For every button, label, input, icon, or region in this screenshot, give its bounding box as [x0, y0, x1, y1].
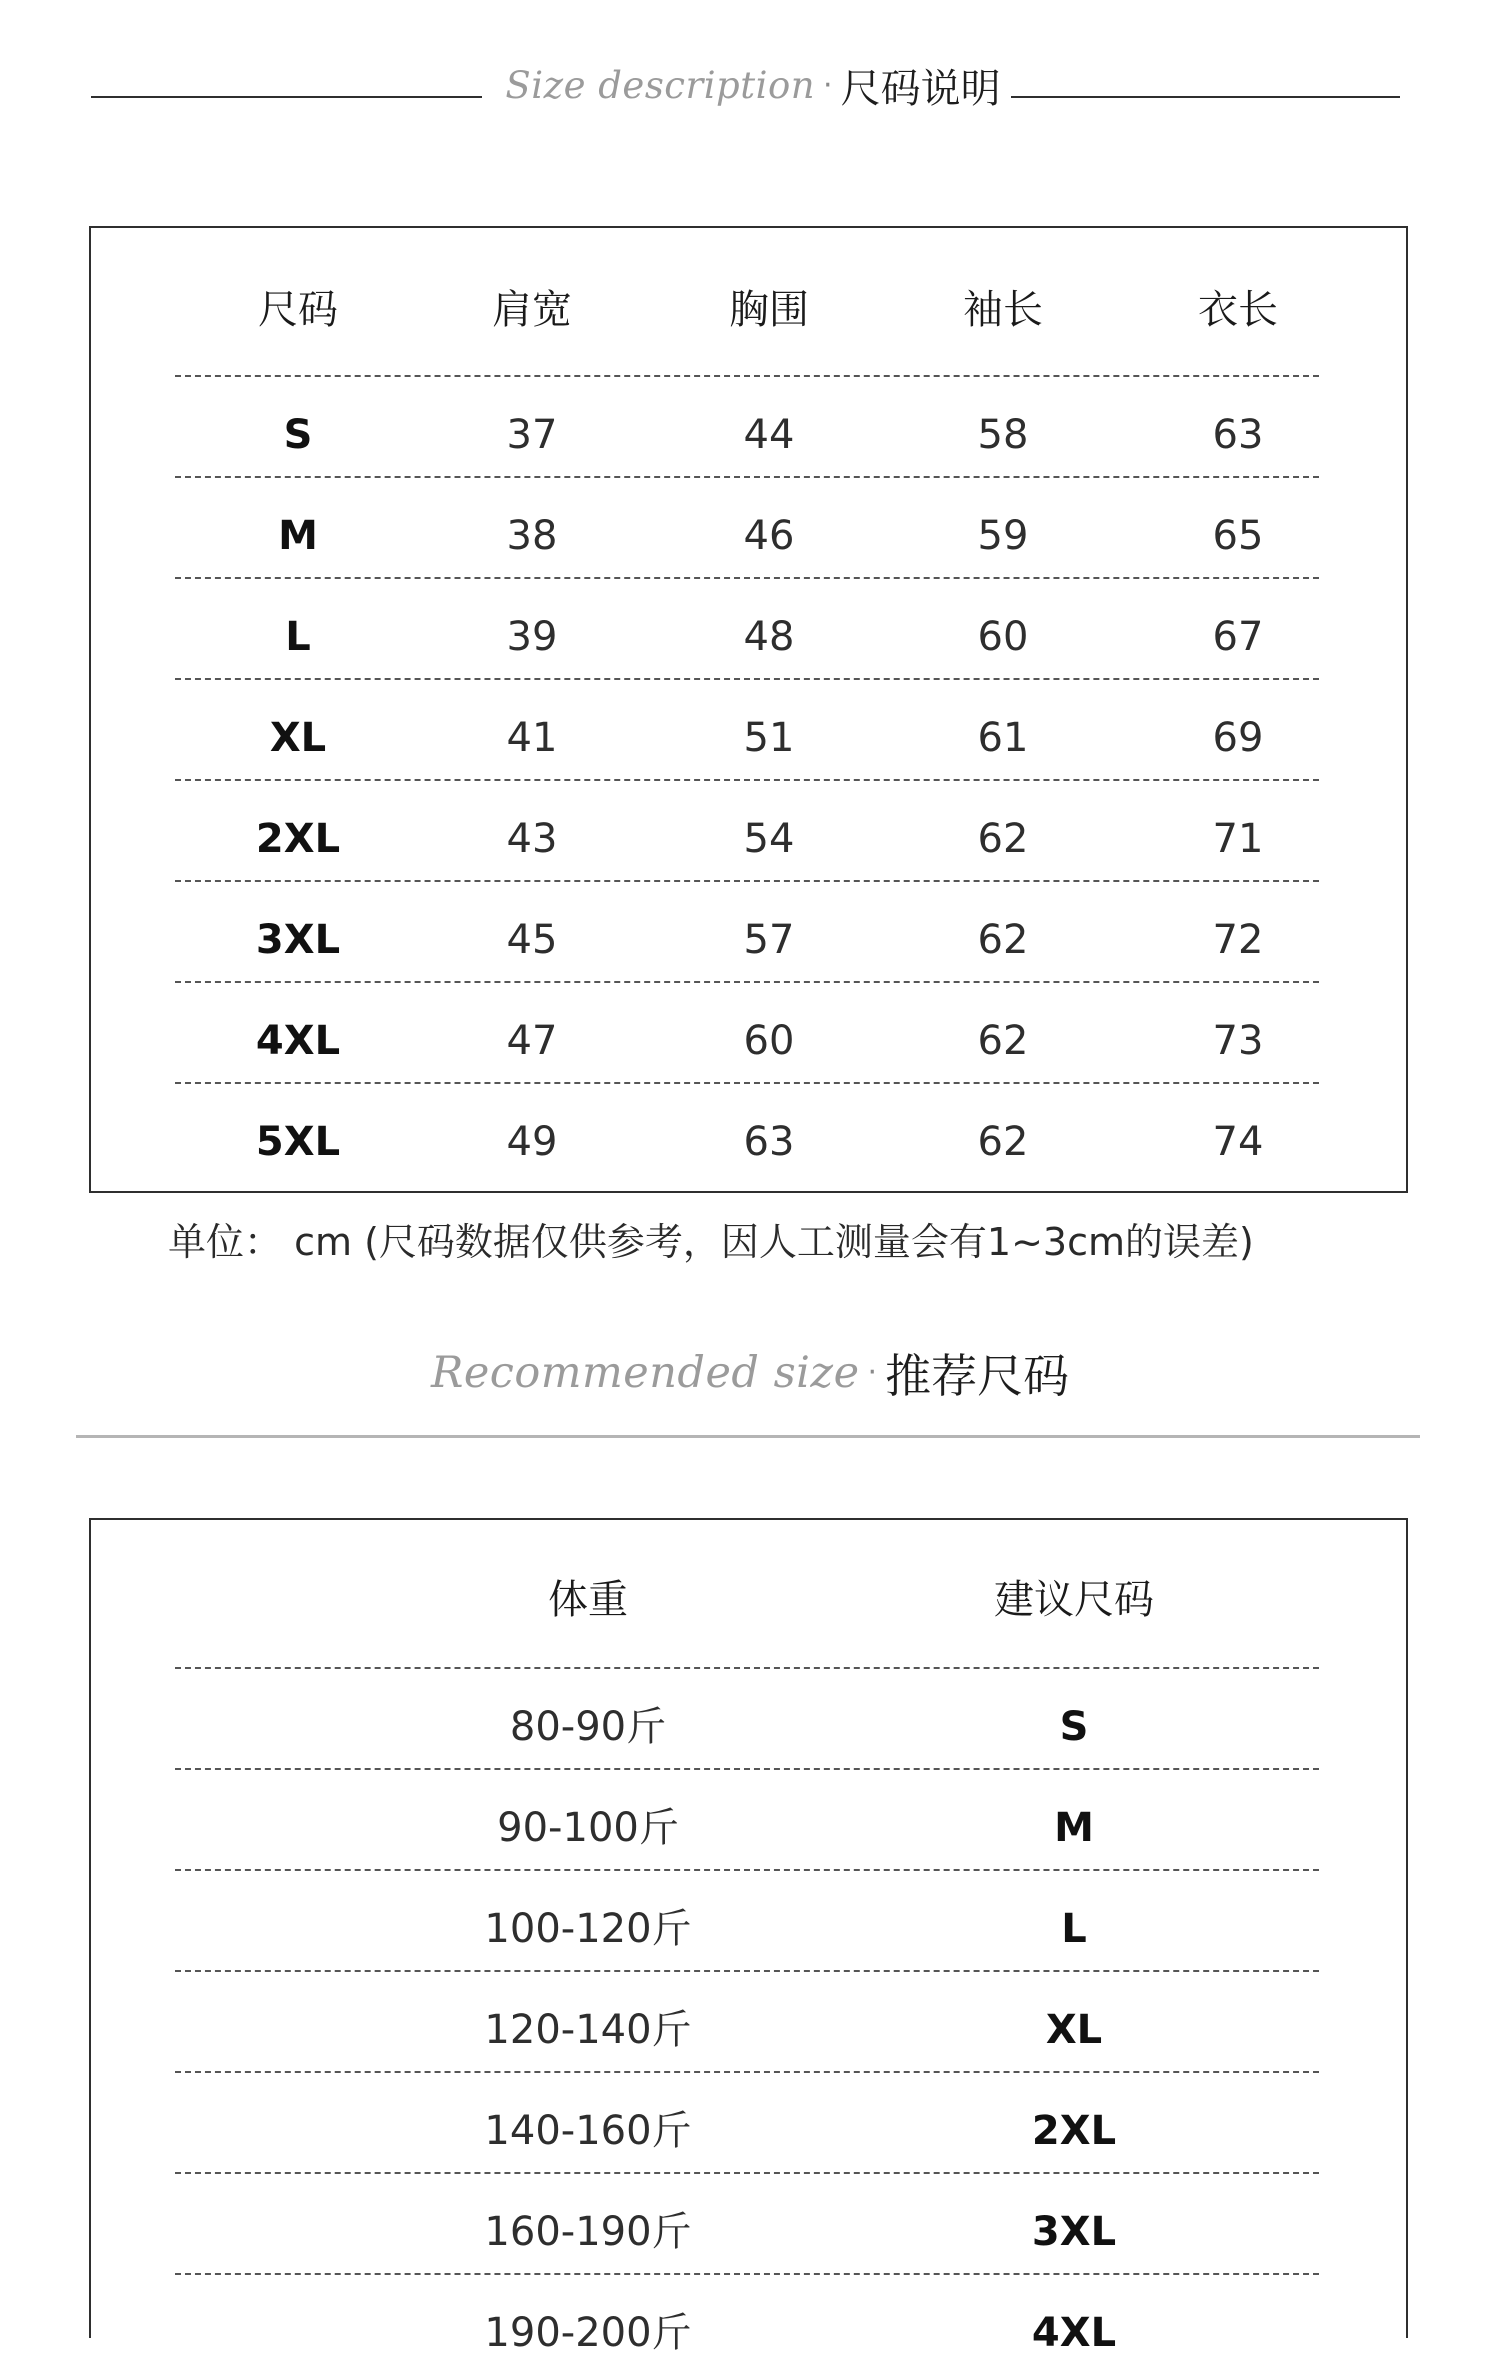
length-value: 67	[1212, 614, 1264, 660]
row-separator	[175, 2172, 1319, 2174]
sleeve-value: 58	[977, 412, 1029, 458]
heading-right-rule	[1011, 96, 1400, 98]
chest-value: 63	[743, 1119, 795, 1165]
row-separator	[175, 981, 1319, 983]
row-separator	[175, 1082, 1319, 1084]
chest-value: 48	[743, 614, 795, 660]
size-label: XL	[269, 715, 327, 761]
row-separator	[175, 2071, 1319, 2073]
header-shoulder: 肩宽	[492, 287, 572, 333]
header-chest: 胸围	[729, 287, 809, 333]
header-suggested-size: 建议尺码	[994, 1577, 1154, 1623]
weight-range: 190-200斤	[484, 2310, 692, 2356]
unit-note: 单位： cm (尺码数据仅供参考，因人工测量会有1~3cm的误差)	[168, 1220, 1254, 1264]
row-separator	[175, 476, 1319, 478]
length-value: 72	[1212, 917, 1264, 963]
suggested-size: M	[1054, 1805, 1094, 1851]
shoulder-value: 37	[506, 412, 558, 458]
size-label: L	[285, 614, 311, 660]
weight-range: 120-140斤	[484, 2007, 692, 2053]
suggested-size: XL	[1045, 2007, 1103, 2053]
sleeve-value: 62	[977, 1018, 1029, 1064]
weight-range: 80-90斤	[509, 1704, 667, 1750]
chest-value: 51	[743, 715, 795, 761]
size-label: 4XL	[255, 1018, 341, 1064]
size-label: 2XL	[255, 816, 341, 862]
size-chart-table	[89, 226, 1408, 1193]
weight-range: 160-190斤	[484, 2209, 692, 2255]
heading-cn-text: 尺码说明	[840, 65, 1001, 112]
chest-value: 60	[743, 1018, 795, 1064]
shoulder-value: 45	[506, 917, 558, 963]
suggested-size: 2XL	[1031, 2108, 1117, 2154]
heading-cn-text: 推荐尺码	[885, 1348, 1070, 1403]
length-value: 63	[1212, 412, 1264, 458]
size-label: M	[278, 513, 318, 559]
heading-script-text: Recommended size	[430, 1347, 860, 1398]
size-description-heading	[0, 55, 1500, 115]
sleeve-value: 62	[977, 917, 1029, 963]
row-separator	[175, 2273, 1319, 2275]
weight-range: 140-160斤	[484, 2108, 692, 2154]
row-separator	[175, 577, 1319, 579]
chest-value: 54	[743, 816, 795, 862]
shoulder-value: 39	[506, 614, 558, 660]
row-separator	[175, 1970, 1319, 1972]
heading-left-rule	[91, 96, 482, 98]
row-separator	[175, 1869, 1319, 1871]
heading-underline	[76, 1435, 1420, 1438]
heading-script-text: Size description	[505, 63, 816, 107]
suggested-size: 4XL	[1031, 2310, 1117, 2356]
length-value: 65	[1212, 513, 1264, 559]
length-value: 73	[1212, 1018, 1264, 1064]
sleeve-value: 62	[977, 1119, 1029, 1165]
row-separator	[175, 375, 1319, 377]
weight-range: 90-100斤	[497, 1805, 679, 1851]
row-separator	[175, 880, 1319, 882]
header-size: 尺码	[258, 287, 338, 333]
sleeve-value: 59	[977, 513, 1029, 559]
heading-dot: ·	[867, 1355, 878, 1390]
size-label: 5XL	[255, 1119, 341, 1165]
row-separator	[175, 1768, 1319, 1770]
shoulder-value: 47	[506, 1018, 558, 1064]
suggested-size: 3XL	[1031, 2209, 1117, 2255]
sleeve-value: 61	[977, 715, 1029, 761]
header-length: 衣长	[1198, 287, 1278, 333]
heading-dot: ·	[823, 67, 833, 103]
size-label: 3XL	[255, 917, 341, 963]
chest-value: 46	[743, 513, 795, 559]
chest-value: 44	[743, 412, 795, 458]
shoulder-value: 43	[506, 816, 558, 862]
sleeve-value: 62	[977, 816, 1029, 862]
length-value: 74	[1212, 1119, 1264, 1165]
header-weight: 体重	[548, 1577, 628, 1623]
heading-text	[505, 55, 1001, 115]
header-sleeve: 袖长	[963, 287, 1043, 333]
length-value: 71	[1212, 816, 1264, 862]
recommended-size-heading	[0, 1340, 1500, 1405]
shoulder-value: 49	[506, 1119, 558, 1165]
chest-value: 57	[743, 917, 795, 963]
shoulder-value: 41	[506, 715, 558, 761]
shoulder-value: 38	[506, 513, 558, 559]
recommended-size-table	[89, 1518, 1408, 2356]
weight-range: 100-120斤	[484, 1906, 692, 1952]
suggested-size: S	[1059, 1704, 1089, 1750]
length-value: 69	[1212, 715, 1264, 761]
row-separator	[175, 1667, 1319, 1669]
row-separator	[175, 779, 1319, 781]
row-separator	[175, 678, 1319, 680]
sleeve-value: 60	[977, 614, 1029, 660]
size-label: S	[283, 412, 313, 458]
suggested-size: L	[1061, 1906, 1087, 1952]
